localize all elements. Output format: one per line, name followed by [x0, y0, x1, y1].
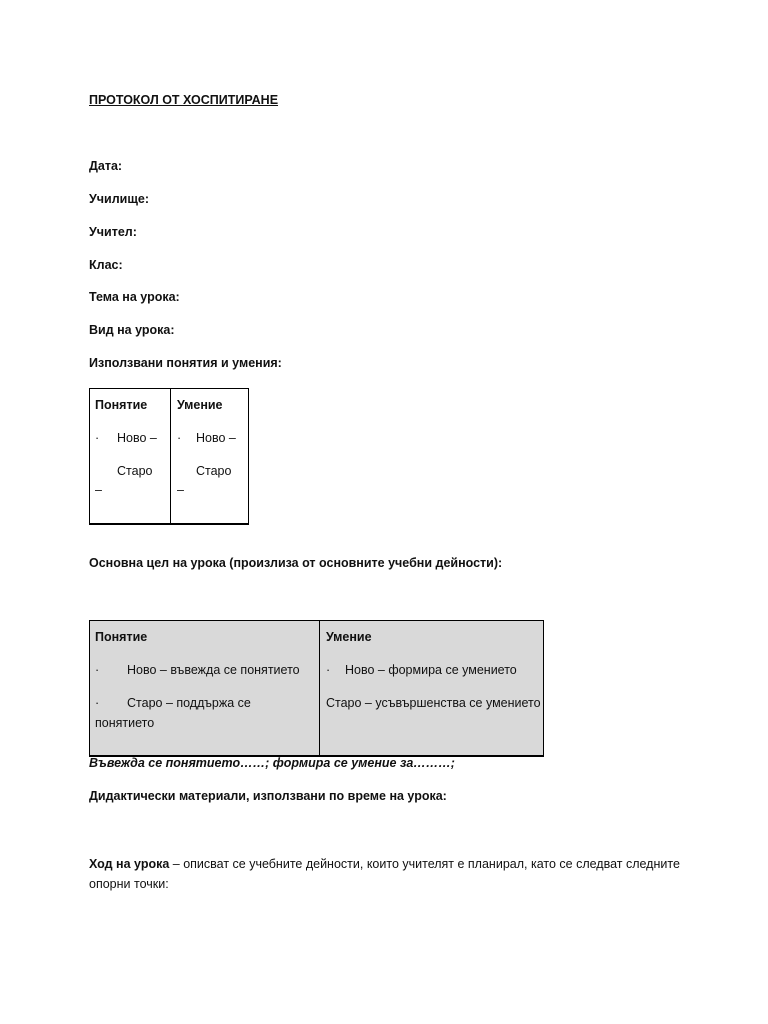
goal-concept-old: Старо – поддържа се: [127, 696, 251, 710]
bullet: ·: [95, 431, 100, 445]
lesson-flow-text: – описват се учебните дейности, които учителят е планирал, като се следват следните: [169, 857, 680, 871]
goal-skill-header: Умение: [325, 630, 372, 644]
field-class: Клас:: [89, 258, 123, 272]
goal-skill-column: [319, 621, 543, 757]
concept-old-dash: –: [95, 483, 102, 497]
intro-line: Въвежда се понятието……; формира се умение за………;: [89, 756, 455, 770]
document-title: ПРОТОКОЛ ОТ ХОСПИТИРАНЕ: [89, 93, 279, 107]
bullet: ·: [95, 696, 100, 710]
concept-old: Старо: [117, 464, 153, 478]
goal-concept-header: Понятие: [95, 630, 148, 644]
bullet: ·: [176, 431, 182, 445]
concept-header: Понятие: [95, 398, 148, 412]
goal-concept-old-cont: понятието: [95, 716, 155, 730]
skill-column: [170, 389, 248, 525]
concepts-skills-table: [89, 388, 249, 525]
goal-concept-new: Ново – въвежда се понятието: [127, 663, 300, 677]
concept-column: [90, 389, 171, 525]
lesson-flow-text-cont: опорни точки:: [89, 877, 169, 891]
materials-heading: Дидактически материали, използвани по време на урока:: [89, 789, 447, 803]
bullet: ·: [325, 663, 331, 677]
skill-header: Умение: [176, 398, 223, 412]
lesson-flow-label: Ход на урока: [89, 857, 170, 871]
field-lesson-type: Вид на урока:: [89, 323, 175, 337]
concept-new: Ново –: [117, 431, 157, 445]
goal-heading: Основна цел на урока (произлиза от основните учебни дейности):: [89, 556, 503, 570]
field-school: Училище:: [89, 192, 150, 206]
goal-skill-new: Ново – формира се умението: [344, 663, 517, 677]
field-concepts-skills: Използвани понятия и умения:: [89, 356, 282, 370]
goal-skill-old: Старо – усъвършенства се умението: [325, 696, 541, 710]
skill-old-dash: –: [176, 483, 184, 497]
goal-concept-column: [90, 621, 320, 757]
goal-table: [89, 620, 544, 757]
skill-old: Старо: [195, 464, 232, 478]
skill-new: Ново –: [195, 431, 236, 445]
field-teacher: Учител:: [89, 225, 137, 239]
field-date: Дата:: [89, 159, 123, 173]
lesson-flow-paragraph: [89, 854, 709, 894]
bullet: ·: [95, 663, 100, 677]
field-lesson-topic: Тема на урока:: [89, 290, 180, 304]
